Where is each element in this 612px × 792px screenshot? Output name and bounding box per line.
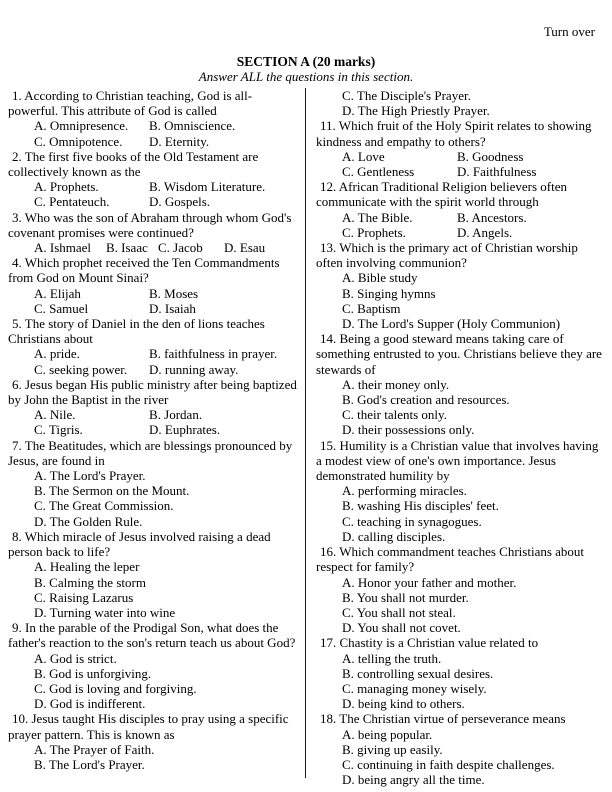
option-row <box>8 301 300 316</box>
right-column <box>304 88 604 787</box>
question-number: 13. <box>320 240 337 256</box>
question-text <box>8 210 300 240</box>
option-row <box>316 620 604 635</box>
option: A. Elijah <box>34 285 81 301</box>
left-column <box>8 88 304 787</box>
option-row <box>8 240 300 255</box>
question <box>316 711 604 787</box>
option-row <box>8 362 300 377</box>
option-row <box>316 392 604 407</box>
question-number: 14. <box>320 331 337 347</box>
question-text <box>8 149 300 179</box>
option: B. God's creation and resources. <box>342 392 510 408</box>
option: A. being popular. <box>342 726 433 742</box>
option-row <box>8 666 300 681</box>
question-body: Which prophet received the Ten Commandments from God on Mount Sinai? <box>8 255 280 286</box>
option: D. The Golden Rule. <box>34 513 143 529</box>
option-row <box>8 559 300 574</box>
option-row <box>8 514 300 529</box>
option-row <box>8 498 300 513</box>
question <box>316 438 604 544</box>
section-title: SECTION A (20 marks) <box>236 54 376 69</box>
option: D. Faithfulness <box>457 164 537 180</box>
question <box>316 544 604 635</box>
question-number: 9. <box>12 620 22 636</box>
option-row <box>8 179 300 194</box>
option: D. their possessions only. <box>342 422 475 438</box>
option-row <box>8 605 300 620</box>
question-text <box>316 635 604 650</box>
option: A. The Prayer of Faith. <box>34 741 155 757</box>
question-body: Which is the primary act of Christian worship often involving communion? <box>316 240 578 271</box>
option: A. The Bible. <box>342 209 413 225</box>
option: B. The Sermon on the Mount. <box>34 483 190 499</box>
option: B. You shall not murder. <box>342 589 469 605</box>
option-row <box>8 118 300 133</box>
question-number: 17. <box>320 635 337 651</box>
option: D. God is indifferent. <box>34 696 146 712</box>
question-number: 8. <box>12 528 22 544</box>
option: B. God is unforgiving. <box>34 665 152 681</box>
turn-over-label: Turn over <box>543 24 595 39</box>
option: A. their money only. <box>342 376 450 392</box>
question <box>8 377 300 438</box>
option: D. Euphrates. <box>149 422 221 438</box>
option: D. Isaiah <box>149 300 196 316</box>
question-text <box>8 377 300 407</box>
option-row <box>316 651 604 666</box>
section-subtitle: Answer ALL the questions in this section. <box>198 69 414 84</box>
option-row <box>316 164 604 179</box>
question-number: 2. <box>12 148 22 164</box>
option-row <box>8 483 300 498</box>
question-text <box>316 179 604 209</box>
option: A. Love <box>342 148 385 164</box>
option: A. telling the truth. <box>342 650 442 666</box>
question-body: According to Christian teaching, God is all-powerful. This attribute of God is called <box>8 88 253 119</box>
question-body: The first five books of the Old Testament are collectively known as the <box>8 148 259 180</box>
option-row <box>8 346 300 361</box>
question-number: 18. <box>320 711 337 727</box>
option: B. faithfulness in prayer. <box>149 346 278 362</box>
question <box>8 316 300 377</box>
option-row <box>316 422 604 437</box>
option: C. You shall not steal. <box>342 604 456 620</box>
question-text <box>8 711 300 741</box>
question-body: The story of Daniel in the den of lions teaches Christians about <box>8 316 265 347</box>
option-row <box>316 696 604 711</box>
option-row <box>8 194 300 209</box>
option: B. The Lord's Prayer. <box>34 756 145 772</box>
question <box>8 529 300 620</box>
option: A. performing miracles. <box>342 483 467 499</box>
option-row <box>8 681 300 696</box>
option-row <box>316 742 604 757</box>
option: B. Isaac <box>106 240 148 256</box>
option-row <box>8 651 300 666</box>
option: B. Moses <box>149 285 199 301</box>
question <box>8 711 300 772</box>
question-body: In the parable of the Prodigal Son, what does the father's reaction to the son's return teach us about God? <box>8 620 296 651</box>
option-row <box>316 225 604 240</box>
option: C. managing money wisely. <box>342 680 487 696</box>
option-row <box>316 727 604 742</box>
option: D. The High Priestly Prayer. <box>342 103 490 119</box>
question <box>316 118 604 179</box>
option-row <box>8 134 300 149</box>
option: A. Honor your father and mother. <box>342 574 517 590</box>
option-row <box>8 757 300 772</box>
option-row <box>316 514 604 529</box>
option-row <box>8 286 300 301</box>
option: C. Omnipotence. <box>34 133 123 149</box>
option: D. Turning water into wine <box>34 604 176 620</box>
option-row <box>316 605 604 620</box>
option: C. Baptism <box>342 300 401 316</box>
option: D. Gospels. <box>149 194 211 210</box>
option-row <box>8 468 300 483</box>
option: B. Singing hymns <box>342 285 436 301</box>
option: C. Tigris. <box>34 422 83 438</box>
question-body: Who was the son of Abraham through whom God's covenant promises were continued? <box>8 209 292 240</box>
option-row <box>316 316 604 331</box>
option: A. Nile. <box>34 407 76 423</box>
question-number: 5. <box>12 316 22 332</box>
question-text <box>8 620 300 650</box>
option-row <box>316 286 604 301</box>
option: C. Samuel <box>34 300 89 316</box>
question-text <box>8 255 300 285</box>
option: C. their talents only. <box>342 407 447 423</box>
option: B. Jordan. <box>149 407 203 423</box>
option: B. giving up easily. <box>342 741 443 757</box>
option: B. Wisdom Literature. <box>149 179 266 195</box>
question-text <box>316 240 604 270</box>
question-number: 4. <box>12 255 22 271</box>
option-row <box>8 590 300 605</box>
option: C. seeking power. <box>34 361 128 377</box>
question-number: 7. <box>12 437 22 453</box>
question-columns <box>8 88 604 787</box>
option: A. The Lord's Prayer. <box>34 468 146 484</box>
option: C. God is loving and forgiving. <box>34 680 197 696</box>
option-row <box>316 590 604 605</box>
option: A. God is strict. <box>34 650 117 666</box>
option: C. Pentateuch. <box>34 194 110 210</box>
question <box>316 240 604 331</box>
question-number: 11. <box>320 118 336 134</box>
question-number: 12. <box>320 179 337 195</box>
question <box>8 255 300 316</box>
option-row <box>8 742 300 757</box>
question-body: Which fruit of the Holy Spirit relates to showing kindness and empathy to others? <box>316 118 592 149</box>
option-row <box>316 377 604 392</box>
question-text <box>316 331 604 377</box>
option: D. Esau <box>224 240 266 256</box>
option-row <box>316 407 604 422</box>
option-row <box>8 696 300 711</box>
question-body: The Beatitudes, which are blessings pronounced by Jesus, are found in <box>8 437 293 468</box>
option: A. pride. <box>34 346 80 362</box>
question-text <box>8 316 300 346</box>
option: C. Jacob <box>158 240 203 256</box>
question <box>8 620 300 711</box>
option-row <box>316 483 604 498</box>
option: D. being angry all the time. <box>342 772 485 788</box>
option-row <box>316 149 604 164</box>
option: C. Raising Lazarus <box>34 589 134 605</box>
option: C. Prophets. <box>342 224 406 240</box>
question-number: 1. <box>12 88 22 103</box>
question-body: Chastity is a Christian value related to <box>339 635 539 651</box>
option-row <box>316 301 604 316</box>
option: A. Prophets. <box>34 179 99 195</box>
question <box>8 88 300 149</box>
option-row <box>8 422 300 437</box>
option: D. being kind to others. <box>342 696 465 712</box>
question-number: 16. <box>320 544 337 560</box>
option: D. You shall not covet. <box>342 620 461 636</box>
question-body: Jesus began His public ministry after being baptized by John the Baptist in the river <box>8 376 297 408</box>
question <box>316 331 604 437</box>
question-text <box>316 711 604 726</box>
question-text <box>8 438 300 468</box>
option: C. The Great Commission. <box>34 498 174 514</box>
option: B. washing His disciples' feet. <box>342 498 499 514</box>
question-body: Which miracle of Jesus involved raising a dead person back to life? <box>8 528 271 560</box>
option: B. Goodness <box>457 148 524 164</box>
option-row <box>316 270 604 285</box>
option: D. Eternity. <box>149 133 210 149</box>
question <box>8 438 300 529</box>
option-row <box>316 88 604 103</box>
option-row <box>316 757 604 772</box>
option-row <box>316 529 604 544</box>
question <box>316 635 604 711</box>
option: A. Omnipresence. <box>34 118 129 134</box>
option-row <box>316 210 604 225</box>
question-number: 15. <box>320 437 337 453</box>
option: C. The Disciple's Prayer. <box>342 88 471 103</box>
question <box>8 210 300 256</box>
question-text <box>316 118 604 148</box>
option: C. Gentleness <box>342 164 415 180</box>
option-row <box>316 681 604 696</box>
option: B. controlling sexual desires. <box>342 665 494 681</box>
option: B. Calming the storm <box>34 574 146 590</box>
option: C. continuing in faith despite challenges. <box>342 756 555 772</box>
option-row <box>316 498 604 513</box>
option-row <box>8 407 300 422</box>
question-text <box>8 529 300 559</box>
question-number: 10. <box>12 711 29 727</box>
option: B. Ancestors. <box>457 209 527 225</box>
question-text <box>8 88 300 118</box>
question-body: Humility is a Christian value that involves having a modest view of one's own importance. Jesus demonstrated humility by <box>316 437 599 484</box>
question-body: The Christian virtue of perseverance means <box>339 711 566 727</box>
question-body: Jesus taught His disciples to pray using a specific prayer pattern. This is known as <box>8 711 289 742</box>
option: D. calling disciples. <box>342 528 446 544</box>
option-row <box>316 575 604 590</box>
option-row <box>316 103 604 118</box>
option-row <box>8 575 300 590</box>
question <box>316 179 604 240</box>
option: A. Ishmael <box>34 240 92 256</box>
question-body: Which commandment teaches Christians about respect for family? <box>316 544 585 575</box>
question-text <box>316 438 604 484</box>
option: B. Omniscience. <box>149 118 236 134</box>
question-number: 6. <box>12 376 22 392</box>
option-row <box>316 666 604 681</box>
option: D. running away. <box>149 361 239 377</box>
question-text <box>316 544 604 574</box>
option: D. Angels. <box>457 224 513 240</box>
option: C. teaching in synagogues. <box>342 513 482 529</box>
question-number: 3. <box>12 209 22 225</box>
option: A. Bible study <box>342 270 418 286</box>
option-row <box>316 772 604 787</box>
question-body: African Traditional Religion believers often communicate with the spirit world through <box>316 179 567 210</box>
question-body: Being a good steward means taking care of something entrusted to you. Christians believe they are stewards of <box>316 331 602 377</box>
option: A. Healing the leper <box>34 559 140 575</box>
question <box>8 149 300 210</box>
option: D. The Lord's Supper (Holy Communion) <box>342 316 561 332</box>
